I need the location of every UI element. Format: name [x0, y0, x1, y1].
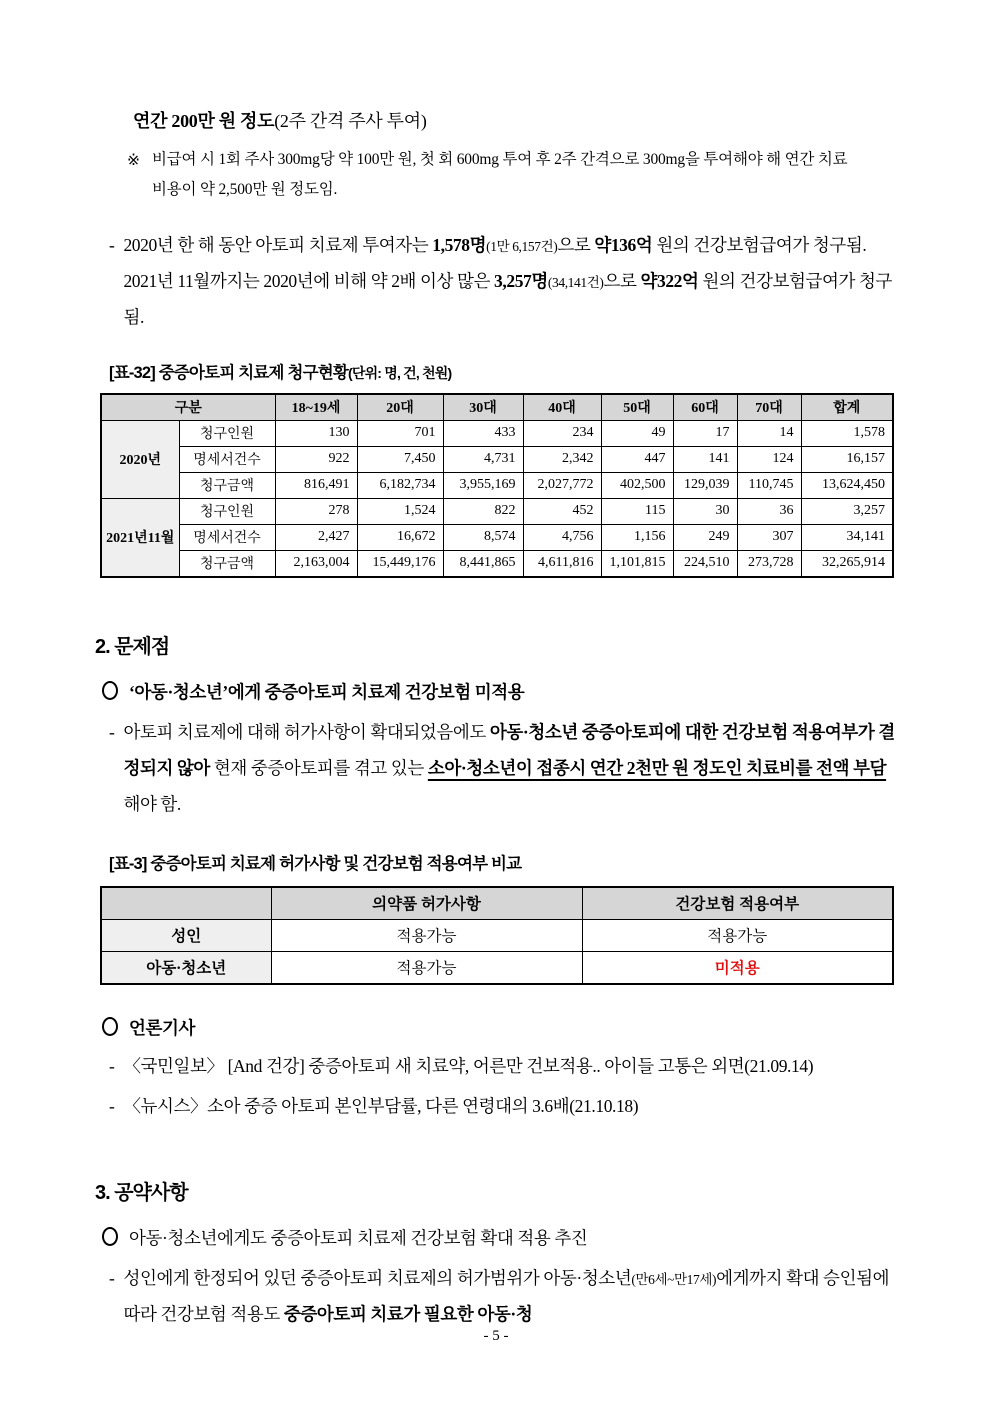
column-header-cell: 60대 [673, 394, 737, 421]
value-cell: 4,756 [523, 524, 601, 550]
text-run: 으로 [557, 234, 595, 255]
metric-label-cell: 청구금액 [179, 550, 275, 577]
value-cell: 307 [737, 524, 801, 550]
value-cell: 7,450 [357, 446, 443, 472]
press-item-text: 〈국민일보〉 [And 건강] 중증아토피 새 치료약, 어른만 건보적용.. 아이들 고통은 외면(21.09.14) [123, 1055, 814, 1076]
text-run-bold: 약322억 [640, 270, 699, 291]
column-header-cell: 30대 [443, 394, 523, 421]
table-row [101, 524, 893, 550]
value-cell: 14 [737, 420, 801, 446]
dash-marker: - [109, 721, 115, 742]
value-cell: 110,745 [737, 472, 801, 498]
value-cell: 447 [601, 446, 673, 472]
section3-item [102, 1225, 906, 1250]
value-cell: 13,624,450 [801, 472, 893, 498]
text-run-small: (34,141건) [547, 274, 604, 290]
value-cell: 278 [275, 498, 357, 524]
value-cell: 1,101,815 [601, 550, 673, 577]
year-cell: 2021년11월 [101, 498, 179, 577]
circle-bullet-icon [102, 1227, 118, 1246]
value-cell: 15,449,176 [357, 550, 443, 577]
footnote-text: 비급여 시 1회 주사 300mg당 약 100만 원, 첫 회 600mg 투여 후 2주 간격으로 300mg을 투여해야 해 연간 치료비용이 약 2,500만 원 정도임. [152, 151, 848, 198]
text-run-small: (만6세~만17세) [631, 1271, 717, 1287]
metric-label-cell: 청구인원 [179, 498, 275, 524]
claims-paragraph-text [123, 227, 901, 335]
section2-item-text: ‘아동·청소년’에게 중증아토피 치료제 건강보험 미적용 [129, 681, 525, 702]
row-header-cell: 성인 [101, 919, 271, 951]
value-cell: 701 [357, 420, 443, 446]
section3-subparagraph-text [123, 1260, 901, 1332]
press-item [109, 1088, 906, 1124]
text-run: 아토피 치료제에 대해 허가사항이 확대되었음에도 [123, 721, 490, 742]
status-cell: 적용가능 [271, 919, 582, 951]
lead-line [133, 108, 906, 135]
value-cell: 816,491 [275, 472, 357, 498]
lead-bold-text: 연간 200만 원 정도 [133, 111, 275, 131]
text-run: 해야 함. [123, 793, 181, 814]
note-marker: ※ [127, 152, 140, 169]
value-cell: 32,265,914 [801, 550, 893, 577]
text-run: 현재 중증아토피를 겪고 있는 [209, 757, 428, 778]
table-row [101, 472, 893, 498]
text-run-small: (1만 6,157건) [486, 238, 558, 254]
value-cell: 1,578 [801, 420, 893, 446]
table3-header-row [101, 887, 893, 920]
table-row [101, 420, 893, 446]
value-cell: 2,427 [275, 524, 357, 550]
value-cell: 1,156 [601, 524, 673, 550]
value-cell: 115 [601, 498, 673, 524]
value-cell: 402,500 [601, 472, 673, 498]
value-cell: 124 [737, 446, 801, 472]
value-cell: 1,524 [357, 498, 443, 524]
circle-bullet-icon [102, 681, 118, 700]
column-header-cell: 70대 [737, 394, 801, 421]
value-cell: 3,955,169 [443, 472, 523, 498]
dash-marker: - [109, 1055, 115, 1076]
value-cell: 273,728 [737, 550, 801, 577]
circle-bullet-icon [102, 1017, 118, 1036]
value-cell: 2,027,772 [523, 472, 601, 498]
text-run-bold: 아동·청소년 중증아토피에 대한 건강보험 적용여부가 결정되지 않아 [123, 721, 895, 778]
section2-subparagraph-text [123, 714, 901, 822]
value-cell: 3,257 [801, 498, 893, 524]
section3-item-text: 아동·청소년에게도 중증아토피 치료제 건강보험 확대 적용 추진 [129, 1227, 588, 1248]
table-row [101, 498, 893, 524]
column-header-cell: 건강보험 적용여부 [582, 887, 893, 920]
metric-label-cell: 청구인원 [179, 420, 275, 446]
value-cell: 130 [275, 420, 357, 446]
footnote [127, 145, 906, 205]
value-cell: 822 [443, 498, 523, 524]
dash-marker: - [109, 234, 115, 255]
column-header-cell: 40대 [523, 394, 601, 421]
press-heading-line [102, 1015, 906, 1040]
table32-title-text: [표-32] 중증아토피 치료제 청구현황 [109, 363, 348, 382]
row-header-cell: 아동·청소년 [101, 951, 271, 984]
value-cell: 34,141 [801, 524, 893, 550]
status-cell-not-applied: 미적용 [582, 951, 893, 984]
table32-unit-text: (단위: 명, 건, 천원) [348, 364, 452, 381]
text-run-bold: 중증아토피 치료가 필요한 아동·청 [283, 1303, 533, 1324]
table-row [101, 951, 893, 984]
press-item [109, 1048, 906, 1084]
value-cell: 36 [737, 498, 801, 524]
section3-heading: 3. 공약사항 [95, 1181, 188, 1204]
value-cell: 16,157 [801, 446, 893, 472]
value-cell: 141 [673, 446, 737, 472]
section2-item [102, 679, 906, 704]
value-cell: 49 [601, 420, 673, 446]
value-cell: 129,039 [673, 472, 737, 498]
dash-marker: - [109, 1095, 115, 1116]
table32-title [109, 359, 906, 383]
text-run-bold: 3,257명 [494, 270, 548, 291]
text-run-bold: 1,578명 [432, 234, 487, 255]
table3-title: [표-3] 중증아토피 치료제 허가사항 및 건강보험 적용여부 비교 [109, 854, 522, 873]
press-heading-text: 언론기사 [129, 1017, 196, 1038]
table-row [101, 446, 893, 472]
lead-rest-text: (2주 간격 주사 투여) [274, 111, 427, 131]
section2-subparagraph [109, 714, 906, 822]
status-cell: 적용가능 [271, 951, 582, 984]
text-run: 원의 건강보험급여가 청구됨. 2021년 11월까지는 2020년에 비해 약 2배 이상 많은 [123, 234, 867, 291]
value-cell: 8,441,865 [443, 550, 523, 577]
value-cell: 234 [523, 420, 601, 446]
value-cell: 2,163,004 [275, 550, 357, 577]
value-cell: 4,611,816 [523, 550, 601, 577]
table-row [101, 550, 893, 577]
column-header-cell: 의약품 허가사항 [271, 887, 582, 920]
text-run-bold-underline: 소아·청소년이 접종시 연간 2천만 원 정도인 치료비를 전액 부담 [427, 757, 887, 778]
status-cell: 적용가능 [582, 919, 893, 951]
value-cell: 16,672 [357, 524, 443, 550]
table3 [100, 886, 894, 985]
value-cell: 249 [673, 524, 737, 550]
value-cell: 2,342 [523, 446, 601, 472]
column-header-cell [101, 887, 271, 920]
column-header-cell: 18~19세 [275, 394, 357, 421]
table3-body [101, 919, 893, 984]
text-run: 성인에게 한정되어 있던 중증아토피 치료제의 허가범위가 아동·청소년 [123, 1267, 632, 1288]
dash-marker: - [109, 1267, 115, 1288]
year-cell: 2020년 [101, 420, 179, 498]
press-item-text: 〈뉴시스〉소아 중증 아토피 본인부담률, 다른 연령대의 3.6배(21.10.18) [123, 1095, 639, 1116]
table-row [101, 919, 893, 951]
page-number: - 5 - [483, 1328, 509, 1344]
text-run-bold: 약136억 [594, 234, 653, 255]
section3-subparagraph [109, 1260, 906, 1332]
value-cell: 6,182,734 [357, 472, 443, 498]
metric-label-cell: 명세서건수 [179, 524, 275, 550]
value-cell: 30 [673, 498, 737, 524]
text-run: 에게까지 확대 승인됨에 따라 건강보험 적용도 [123, 1267, 890, 1324]
column-header-cell: 구분 [101, 394, 275, 421]
column-header-cell: 20대 [357, 394, 443, 421]
metric-label-cell: 명세서건수 [179, 446, 275, 472]
metric-label-cell: 청구금액 [179, 472, 275, 498]
text-run: 2020년 한 해 동안 아토피 치료제 투여자는 [123, 234, 433, 255]
section2-heading: 2. 문제점 [95, 635, 170, 658]
value-cell: 8,574 [443, 524, 523, 550]
value-cell: 922 [275, 446, 357, 472]
value-cell: 4,731 [443, 446, 523, 472]
claims-paragraph [109, 227, 906, 335]
table32 [100, 393, 894, 578]
table32-body [101, 420, 893, 577]
column-header-cell: 합계 [801, 394, 893, 421]
table32-header-row [101, 394, 893, 421]
text-run: 원의 건강보험급여가 청구됨. [123, 270, 893, 327]
text-run: 으로 [603, 270, 641, 291]
value-cell: 433 [443, 420, 523, 446]
value-cell: 224,510 [673, 550, 737, 577]
value-cell: 452 [523, 498, 601, 524]
column-header-cell: 50대 [601, 394, 673, 421]
value-cell: 17 [673, 420, 737, 446]
